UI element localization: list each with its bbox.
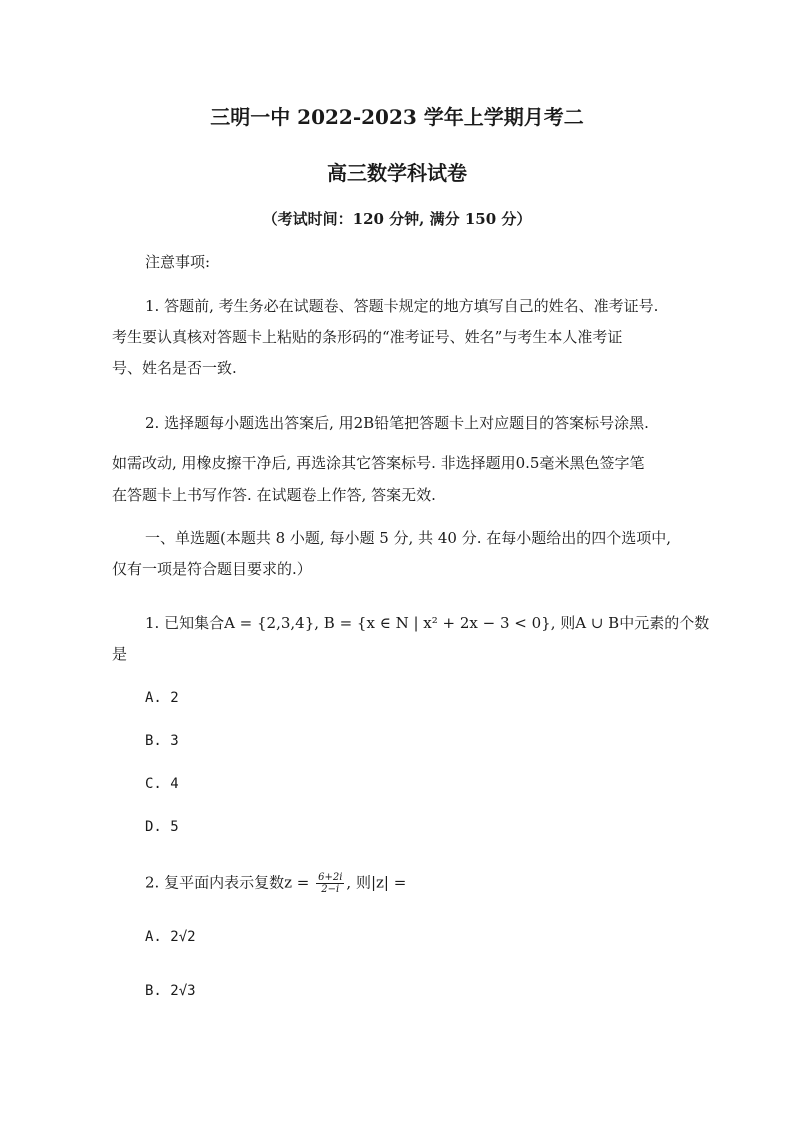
exam-title: 三明一中 2022-2023 学年上学期月考二 [210,105,584,129]
question-2-option-b: B. 2√3 [145,983,196,999]
question-2-option-a: A. 2√2 [145,929,196,945]
question-1-option-c: C. 4 [145,776,179,792]
question-2-fraction-numerator: 6+2i [318,872,343,883]
note-2-line-2: 如需改动, 用橡皮擦干净后, 再选涂其它答案标号. 非选择题用0.5毫米黑色签字笔 [112,454,645,472]
note-1-line-1: 1. 答题前, 考生务必在试题卷、答题卡规定的地方填写自己的姓名、准考证号. [145,297,659,315]
exam-subtitle: 高三数学科试卷 [327,161,467,185]
section-1-line-2: 仅有一项是符合题目要求的.） [112,560,312,578]
question-1-option-b: B. 3 [145,733,179,749]
section-1-line-1: 一、单选题(本题共 8 小题, 每小题 5 分, 共 40 分. 在每小题给出的四个选项中, [145,529,672,547]
note-2-line-3: 在答题卡上书写作答. 在试题卷上作答, 答案无效. [112,486,436,504]
note-1-line-2: 考生要认真核对答题卡上粘贴的条形码的“准考证号、姓名”与考生本人准考证 [112,328,623,346]
notes-heading: 注意事项: [145,253,211,271]
exam-info: （考试时间：120 分钟, 满分 150 分） [262,210,532,228]
question-1-option-a: A. 2 [145,690,179,706]
question-1-option-d: D. 5 [145,819,179,835]
question-2-stem [145,872,406,895]
note-1-line-3: 号、姓名是否一致. [112,359,237,377]
question-2-fraction [316,872,344,895]
question-2-stem-prefix: 2. 复平面内表示复数z = [145,873,315,892]
question-1-stem: 1. 已知集合A = {2,3,4}, B = {x ∈ N | x² + 2x − 3 < 0}, 则A ∪ B中元素的个数 [145,614,710,632]
question-1-stem-continued: 是 [112,645,128,663]
question-2-fraction-denominator: 2−i [321,884,340,895]
note-2-line-1: 2. 选择题每小题选出答案后, 用2B铅笔把答题卡上对应题目的答案标号涂黑. [145,414,649,432]
question-2-stem-suffix: , 则|z| = [346,873,407,892]
